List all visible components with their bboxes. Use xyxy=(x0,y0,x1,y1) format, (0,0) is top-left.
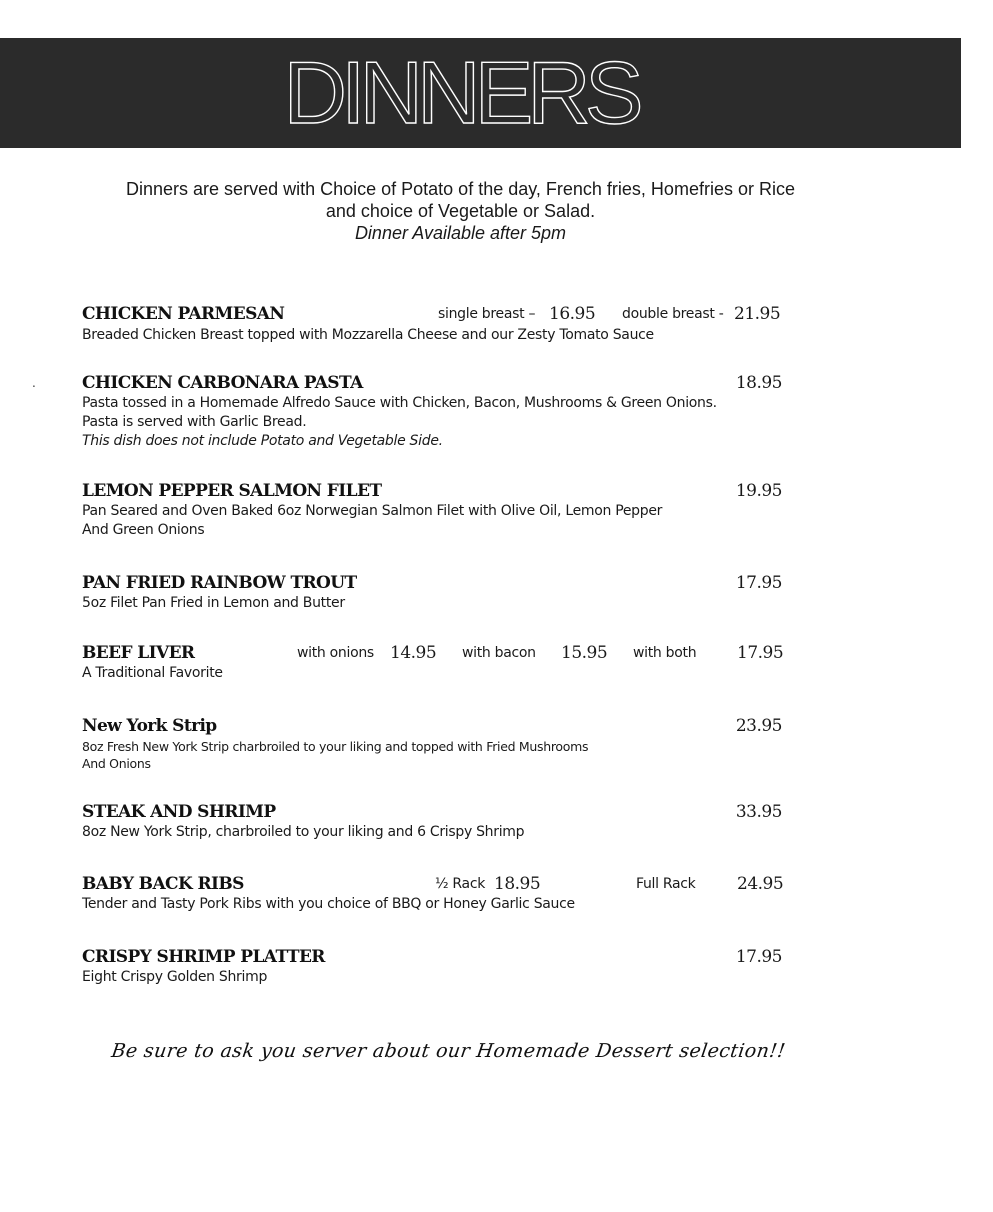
item-description xyxy=(82,895,575,914)
description-line: 8oz New York Strip, charbroiled to your liking and 6 Crispy Shrimp xyxy=(82,824,525,840)
description-line: Tender and Tasty Pork Ribs with you choice of BBQ or Honey Garlic Sauce xyxy=(82,896,575,912)
option-price: 24.95 xyxy=(737,874,784,894)
item-description xyxy=(82,664,223,683)
option-label: Full Rack xyxy=(636,876,696,892)
intro-text xyxy=(0,178,921,244)
option-price: 21.95 xyxy=(734,304,781,324)
stray-mark: . xyxy=(32,376,36,390)
item-description xyxy=(82,738,588,772)
item-price: 18.95 xyxy=(735,373,782,393)
item-description xyxy=(82,502,662,540)
description-line: Breaded Chicken Breast topped with Mozzarella Cheese and our Zesty Tomato Sauce xyxy=(82,327,654,343)
description-line: And Onions xyxy=(82,756,151,771)
menu-item-new-york-strip xyxy=(82,716,782,774)
dessert-note: Be sure to ask you server about our Homemade Dessert selection!! xyxy=(110,1040,787,1062)
description-line: A Traditional Favorite xyxy=(82,665,223,681)
item-description xyxy=(82,823,524,842)
intro-line: Dinners are served with Choice of Potato of the day, French fries, Homefries or Rice xyxy=(126,179,795,199)
item-name: CHICKEN PARMESAN xyxy=(82,304,285,324)
option-price: 18.95 xyxy=(494,874,541,894)
side-note: This dish does not include Potato and Vegetable Side. xyxy=(82,433,443,449)
description-line: And Green Onions xyxy=(82,522,205,538)
item-description xyxy=(82,594,345,613)
description-line: Pan Seared and Oven Baked 6oz Norwegian Salmon Filet with Olive Oil, Lemon Pepper xyxy=(82,503,663,519)
description-line: 5oz Filet Pan Fried in Lemon and Butter xyxy=(82,595,345,611)
item-name: BABY BACK RIBS xyxy=(82,874,244,894)
item-name: PAN FRIED RAINBOW TROUT xyxy=(82,573,357,593)
item-name: CHICKEN CARBONARA PASTA xyxy=(82,373,363,393)
item-name: New York Strip xyxy=(82,716,217,736)
item-description xyxy=(82,326,654,345)
option-price: 16.95 xyxy=(549,304,596,324)
description-line: 8oz Fresh New York Strip charbroiled to your liking and topped with Fried Mushrooms xyxy=(82,739,589,754)
option-label: single breast – xyxy=(438,306,536,322)
item-price: 23.95 xyxy=(735,716,782,736)
menu-item-beef-liver xyxy=(82,643,782,685)
option-price: 15.95 xyxy=(561,643,608,663)
item-price: 17.95 xyxy=(735,573,782,593)
description-line: Pasta is served with Garlic Bread. xyxy=(82,414,307,430)
menu-item-chicken-parmesan xyxy=(82,304,782,348)
item-description xyxy=(82,394,717,451)
item-description xyxy=(82,968,267,987)
option-label: ½ Rack xyxy=(435,876,486,892)
intro-line: and choice of Vegetable or Salad. xyxy=(325,201,596,221)
option-label: with both xyxy=(633,645,697,661)
menu-item-crispy-shrimp-platter xyxy=(82,947,782,989)
option-price: 14.95 xyxy=(390,643,437,663)
menu-item-chicken-carbonara-pasta xyxy=(82,373,782,453)
item-name: BEEF LIVER xyxy=(82,643,195,663)
item-price: 33.95 xyxy=(735,802,782,822)
description-line: Pasta tossed in a Homemade Alfredo Sauce with Chicken, Bacon, Mushrooms & Green Onions. xyxy=(82,395,717,411)
option-label: with onions xyxy=(297,645,374,661)
item-name: LEMON PEPPER SALMON FILET xyxy=(82,481,382,501)
menu-item-rainbow-trout xyxy=(82,573,782,615)
description-line: Eight Crispy Golden Shrimp xyxy=(82,969,268,985)
item-name: CRISPY SHRIMP PLATTER xyxy=(82,947,325,967)
menu-item-baby-back-ribs xyxy=(82,874,782,916)
item-name: STEAK AND SHRIMP xyxy=(82,802,276,822)
availability-note: Dinner Available after 5pm xyxy=(354,223,567,243)
option-label: with bacon xyxy=(462,645,536,661)
option-label: double breast - xyxy=(622,306,724,322)
option-price: 17.95 xyxy=(737,643,784,663)
header-banner xyxy=(0,38,961,148)
menu-item-steak-and-shrimp xyxy=(82,802,782,844)
item-price: 17.95 xyxy=(735,947,782,967)
item-price: 19.95 xyxy=(735,481,782,501)
page-title: DINNERS xyxy=(283,43,638,142)
menu-item-lemon-pepper-salmon xyxy=(82,481,782,541)
